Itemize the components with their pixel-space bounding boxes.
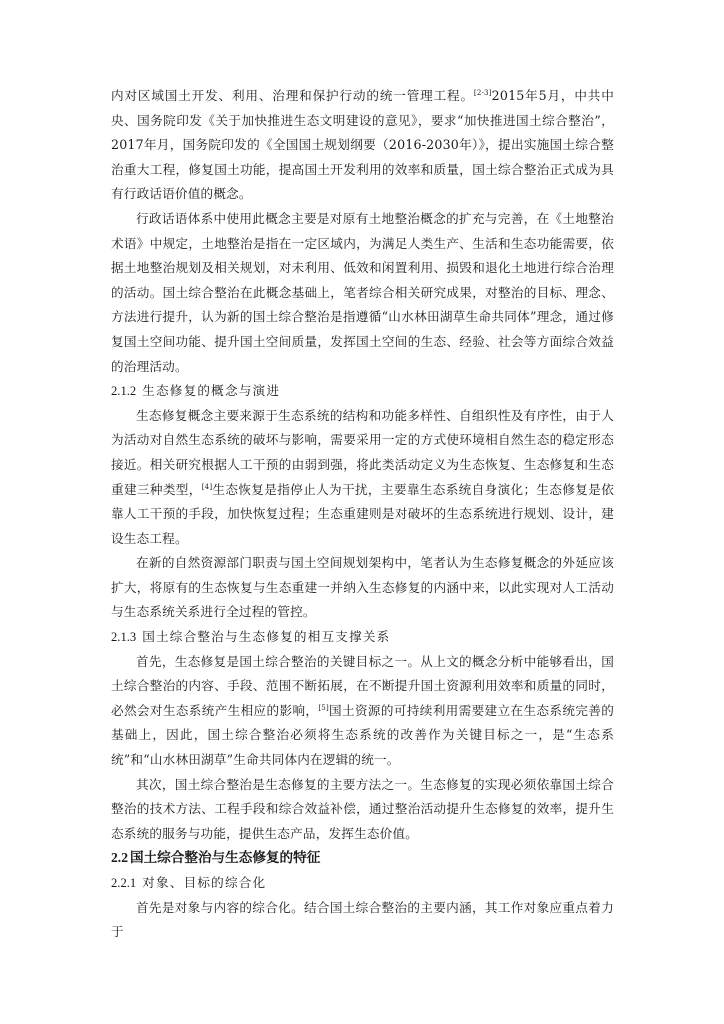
section-heading-2-2-1: 2.2.1 对象、目标的综合化: [111, 875, 267, 890]
citation-2-3: [2-3]: [473, 89, 492, 97]
paragraph-4: 在新的自然资源部门职责与国土空间规划架构中，笔者认为生态修复概念的外延应该扩大，将原有的生态恢复与生态重建一并纳入生态修复的内涵中来，以此实现对人工活动与生态系统关系进行全过程的管控。: [111, 555, 614, 620]
document-page: [111, 84, 614, 945]
paragraph-1: 内对区域国土开发、利用、治理和保护行动的统一管理工程。[2-3]2015年5月，中共中央、国务院印发《关于加快推进生态文明建设的意见》，要求“加快推进国土综合整治”，2017年月，国务院印发的《全国国土规划纲要（2016-2030年）》，提出实施国土综合整治重大工程，修复国土功能，提高国土开发利用的效率和质量，国土综合整治正式成为具有行政话语价值的概念。: [111, 88, 614, 202]
paragraph-2: 行政话语体系中使用此概念主要是对原有土地整治概念的扩充与完善，在《土地整治术语》中规定，土地整治是指在一定区域内，为满足人类生产、生活和生态功能需要，依据土地整治规划及相关规划，对未利用、低效和闲置利用、损毁和退化土地进行综合治理的活动。国土综合整治在此概念基础上，笔者综合相关研究成果，对整治的目标、理念、方法进行提升，认为新的国土综合整治是指遵循“山水林田湖草生命共同体”理念，通过修复国土空间功能、提升国土空间质量，发挥国土空间的生态、经验、社会等方面综合效益的治理活动。: [111, 210, 614, 374]
section-heading-2-1-2: 2.1.2 生态修复的概念与演进: [111, 383, 281, 399]
paragraph-5: 首先，生态修复是国土综合整治的关键目标之一。从上文的概念分析中能够看出，国土综合整治的内容、手段、范围不断拓展，在不断提升国土资源利用效率和质量的同时，必然会对生态系统产生相应的影响，[5]国土资源的可持续利用需要建立在生态系统完善的基础上，因此，国土综合整治必须将生态系统的改善作为关键目标之一，是“生态系统”和“山水林田湖草”生命共同体内在逻辑的统一。: [111, 653, 614, 768]
section-heading-2-2: 2.2 国土综合整治与生态修复的特征: [111, 850, 321, 867]
section-heading-2-1-3: 2.1.3 国土综合整治与生态修复的相互支撑关系: [111, 629, 391, 645]
citation-4: [4]: [201, 482, 213, 491]
paragraph-6: 其次，国土综合整治是生态修复的主要方法之一。生态修复的实现必须依靠国土综合整治的技术方法、工程手段和综合效益补偿，通过整治活动提升生态修复的效率，提升生态系统的服务与功能，提供生态产品，发挥生态价值。: [111, 776, 614, 841]
paragraph-3: 生态修复概念主要来源于生态系统的结构和功能多样性、自组织性及有序性，由于人为活动对自然生态系统的破坏与影响，需要采用一定的方式使环境相自然生态的稳定形态接近。相关研究根据人工干预的由弱到强，将此类活动定义为生态恢复、生态修复和生态重建三种类型，[4]生态恢复是指停止人为干扰，主要靠生态系统自身演化；生态修复是依靠人工干预的手段，加快恢复过程；生态重建则是对破坏的生态系统进行规划、设计，建设生态工程。: [111, 407, 615, 546]
citation-5: [5]: [318, 703, 329, 712]
paragraph-7: 首先是对象与内容的综合化。结合国土综合整治的主要内涵，其工作对象应重点着力于: [111, 899, 614, 940]
